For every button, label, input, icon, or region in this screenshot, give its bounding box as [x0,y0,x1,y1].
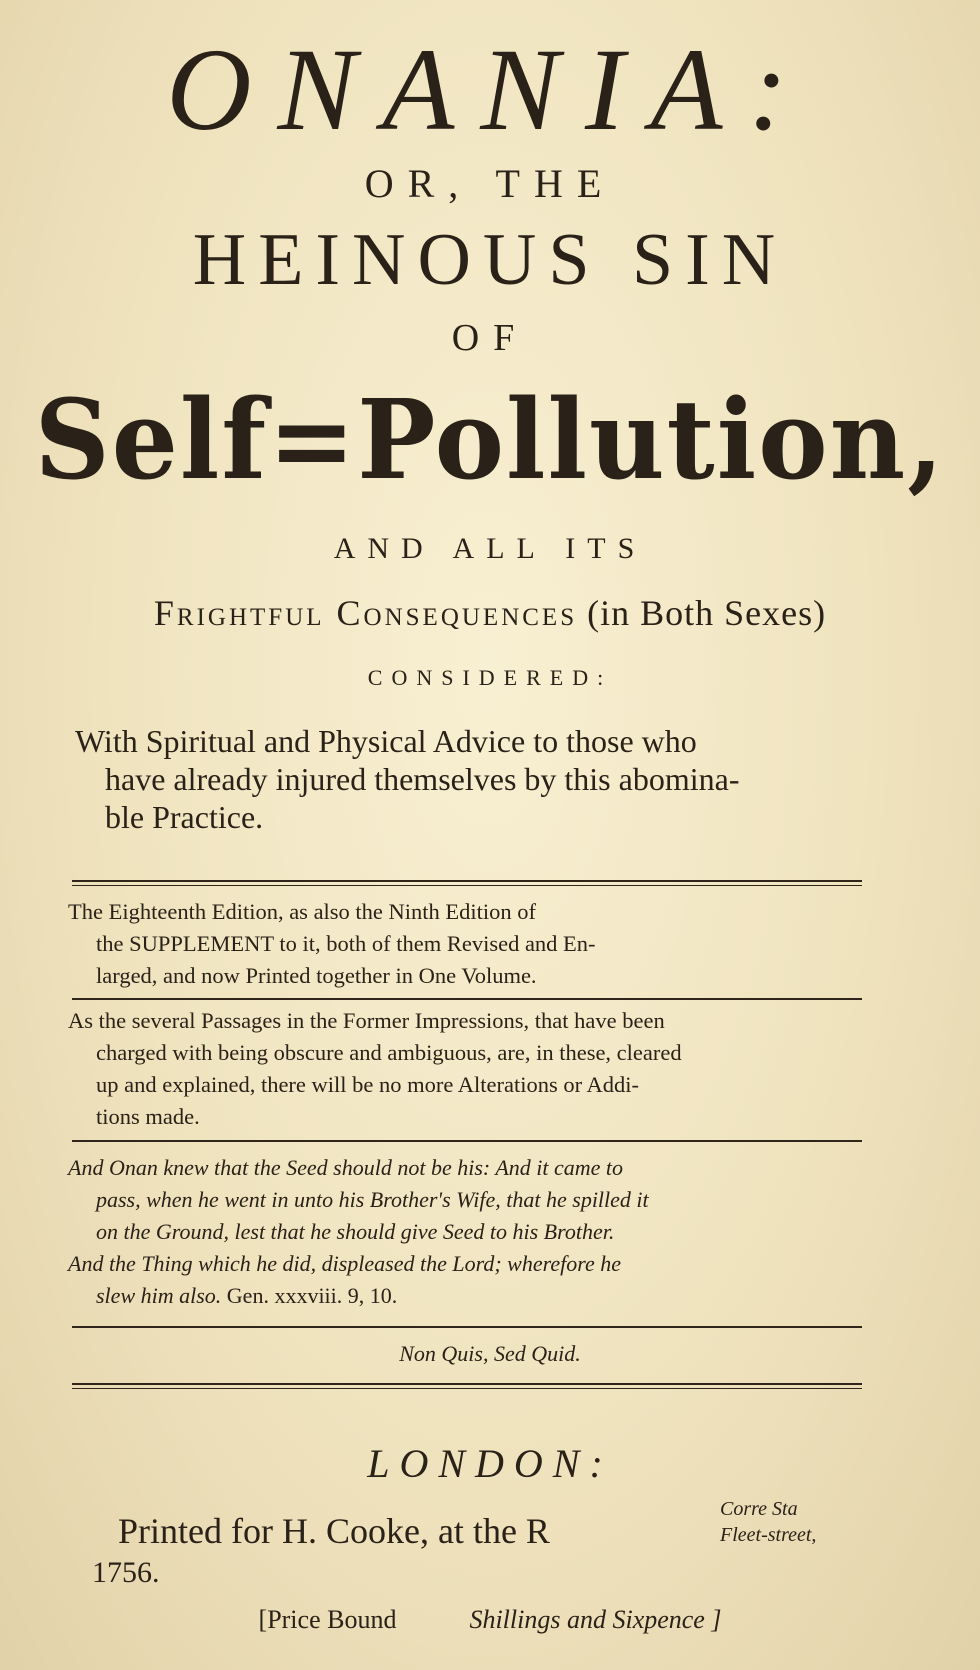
divider-rule [72,1383,862,1385]
edition-line: The Eighteenth Edition, as also the Ninth Edition of [68,899,537,924]
edition-line: larged, and now Printed together in One Volume. [96,963,537,988]
scripture-line: pass, when he went in unto his Brother's Wife, that he spilled it [96,1187,649,1212]
passages-paragraph [68,1005,682,1133]
frightful-text: Frightful Consequences [153,593,578,633]
price-left: [Price Bound [258,1605,397,1634]
subtitle-or-the: OR, THE [364,161,616,206]
advice-line: ble Practice. [105,799,264,835]
scripture-text: slew him also. [96,1283,222,1308]
imprint-address [720,1496,816,1548]
imprint-city: LONDON: [367,1441,613,1486]
passages-line: up and explained, there will be no more Alterations or Addi- [96,1072,639,1097]
subtitle-frightful-consequences [0,592,980,634]
subtitle-of: OF [451,317,529,359]
divider-rule [72,998,862,1000]
divider-rule [72,1140,862,1142]
imprint-year: 1756. [92,1556,160,1589]
imprint-address-line: Fleet-street, [720,1524,817,1546]
edition-line: the SUPPLEMENT to it, both of them Revised and En- [96,931,596,956]
subtitle-and-all-its: AND ALL ITS [333,532,647,565]
price-right: Shillings and Sixpence ] [469,1605,722,1634]
advice-line: have already injured themselves by this abomina- [105,761,740,797]
advice-line: With Spiritual and Physical Advice to those who [75,723,697,759]
scripture-reference: Gen. xxxviii. 9, 10. [226,1283,398,1308]
imprint-printer: Printed for H. Cooke, at the R [118,1511,550,1551]
scripture-line: And the Thing which he did, displeased the Lord; wherefore he [68,1251,621,1276]
book-title: ONANIA: [166,24,814,155]
scripture-quote [68,1152,649,1312]
advice-paragraph [75,722,739,836]
imprint-address-line: Corre Sta [720,1498,798,1520]
divider-rule [72,880,862,882]
scripture-line [68,1280,649,1312]
subtitle-self-pollution: Self=Pollution, [34,374,946,505]
passages-line: tions made. [96,1104,200,1129]
scripture-line: And Onan knew that the Seed should not be his: And it came to [68,1155,624,1180]
scripture-line: on the Ground, lest that he should give Seed to his Brother. [96,1219,615,1244]
passages-line: As the several Passages in the Former Impressions, that have been [68,1008,665,1033]
price-line [0,1605,980,1635]
edition-paragraph [68,896,596,992]
subtitle-heinous-sin: HEINOUS SIN [192,219,788,301]
motto: Non Quis, Sed Quid. [399,1341,581,1366]
subtitle-considered: CONSIDERED: [367,665,613,690]
both-sexes-text: (in Both Sexes) [587,593,827,633]
passages-line: charged with being obscure and ambiguous, are, in these, cleared [96,1040,682,1065]
divider-rule [72,1326,862,1328]
